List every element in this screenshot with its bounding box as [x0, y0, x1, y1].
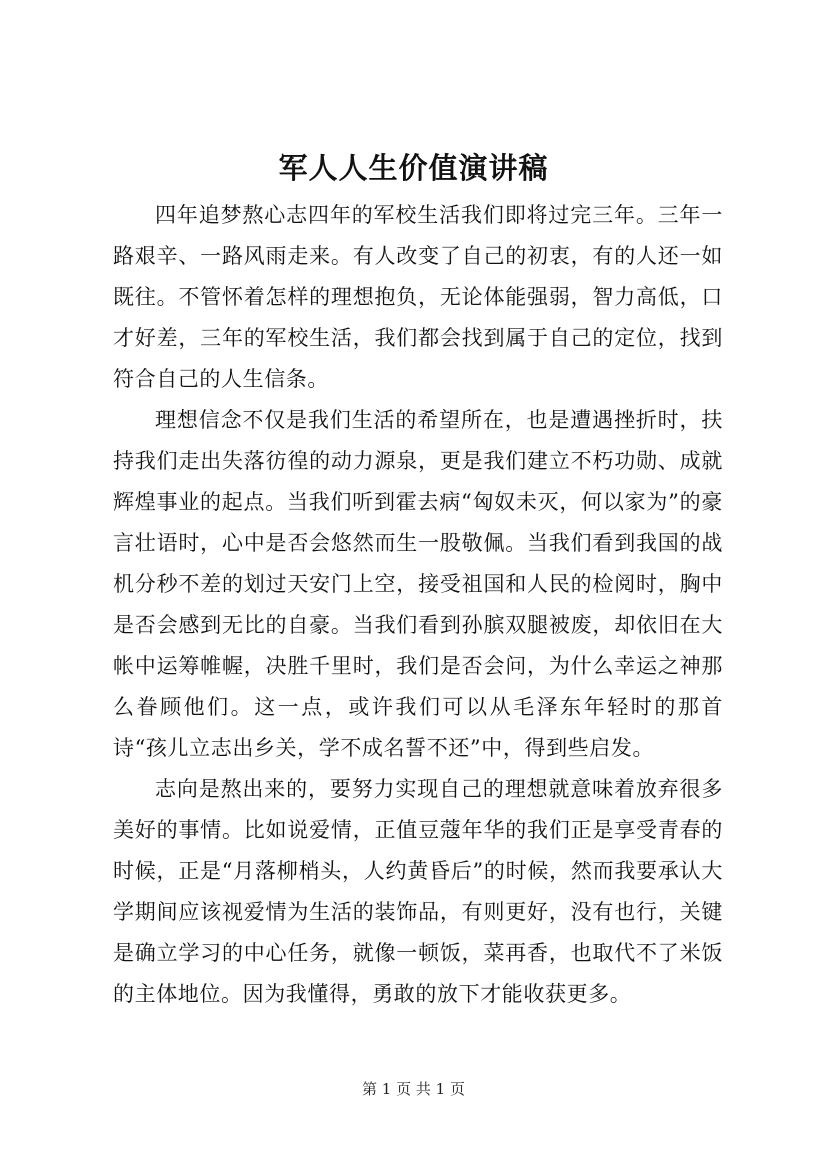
paragraph-1: 四年追梦熬心志四年的军校生活我们即将过完三年。三年一路艰辛、一路风雨走来。有人改变了自己的初衷，有的人还一如既往。不管怀着怎样的理想抱负，无论体能强弱，智力高低，口才好差，三年的军校生活，我们都会找到属于自己的定位，找到符合自己的人生信条。	[113, 203, 723, 391]
page-title: 军人人生价值演讲稿	[278, 151, 549, 185]
page-number-footer: 第 1 页 共 1 页	[362, 1080, 465, 1098]
document-body	[113, 195, 723, 1015]
paragraph-2: 理想信念不仅是我们生活的希望所在，也是遭遇挫折时，扶持我们走出失落彷徨的动力源泉，更是我们建立不朽功勋、成就辉煌事业的起点。当我们听到霍去病“匈奴未灭，何以家为”的豪言壮语时，心中是否会悠然而生一股敬佩。当我们看到我国的战机分秒不差的划过天安门上空，接受祖国和人民的检阅时，胸中是否会感到无比的自豪。当我们看到孙膑双腿被废，却依旧在大帐中运筹帷幄，决胜千里时，我们是否会问，为什么幸运之神那么眷顾他们。这一点，或许我们可以从毛泽东年轻时的那首诗“孩儿立志出乡关，学不成名誓不还”中，得到些启发。	[113, 408, 723, 760]
paragraph-3: 志向是熬出来的，要努力实现自己的理想就意味着放弃很多美好的事情。比如说爱情，正值豆蔻年华的我们正是享受青春的时候，正是“月落柳梢头，人约黄昏后”的时候，然而我要承认大学期间应该视爱情为生活的装饰品，有则更好，没有也行，关键是确立学习的中心任务，就像一顿饭，菜再香，也取代不了米饭的主体地位。因为我懂得，勇敢的放下才能收获更多。	[113, 777, 723, 1006]
